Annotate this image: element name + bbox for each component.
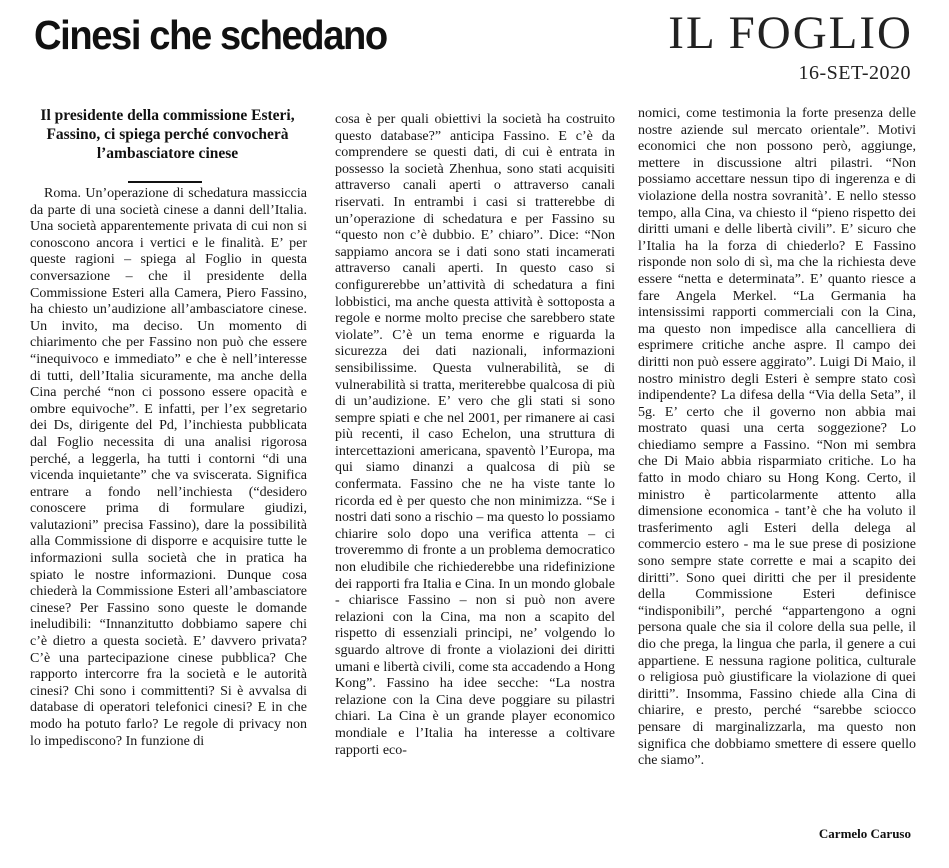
article-column-1 bbox=[30, 186, 307, 750]
article-column-3 bbox=[638, 106, 916, 770]
newspaper-masthead: IL FOGLIO bbox=[668, 7, 913, 59]
column-1-text: Roma. Un’operazione di schedatura massiccia da parte di una società cinese a danni dell’Italia. Una società apparentemente privata di cui non si conoscono ancora i vertici e le finalità. E’ per queste ragioni – spiega al Foglio in questa conversazione – che il presidente della Commissione Esteri alla Camera, Piero Fassino, ha chiesto un’audizione all’ambasciatore cinese. Un invito, ma deciso. Un momento di chiarimento che per Fassino non può che essere “inequivoco e immediato” e che è nell’interesse di tutti, dell’Italia sicuramente, ma anche della Cina perché “non ci possono essere opacità e ombre equivoche”. E infatti, per l’ex segretario dei Ds, dirigente del Pd, l’inchiesta pubblicata dal Foglio necessita di una analisi rigorosa perché, a leggerla, ha tutti i contorni “di una vicenda inquietante” che va sviscerata. Significa entrare a fondo nell’inchiesta (“desidero conoscere prima di formulare giudizi, valutazioni” precisa Fassino), dare la possibilità alla Commissione di disporre e acquisire tutte le informazioni sulla società che in pratica ha spiato le nostre informazioni. Dunque cosa chiederà la Commissione Esteri all’ambasciatore cinese? Per Fassino sono queste le domande ineludibili: “Innanzitutto dobbiamo sapere chi c’è dietro a questa società. E’ davvero privata? C’è una partecipazione cinese pubblica? Che rapporto intercorre fra la società e le autorità cinesi? Chi sono i committenti? Si è avvalsa di database di operatori telefonici cinesi? E in che modo ha potuto farlo? Le regole di privacy non lo impediscono? In funzione di bbox=[30, 186, 307, 749]
article-deck: Il presidente della commissione Esteri, Fassino, ci spiega perché convocherà l’ambasciatore cinese bbox=[40, 107, 295, 162]
column-2-text: cosa è per quali obiettivi la società ha costruito questo database?” anticipa Fassino. E c’è da comprendere se questi dati, di cui è entrata in possesso la società Zhenhua, sono stati acquisiti attraverso canali aperti o attraverso canali riservati. In entrambi i casi si tratterebbe di un’operazione di schedatura e per Fassino su “questo non c’è dubbio. E’ chiaro”. Dice: “Non sappiamo ancora se i dati sono stati incamerati attraverso canali aperti. In questo caso si configurerebbe un’attività di schedatura a fini lobbistici, ma anche questa attività è sottoposta a regole e norme molto precise che sarebbero state violate”. C’è un tema enorme e riguarda la sicurezza dei dati nazionali, informazioni sensibilissime. Questa vulnerabilità, se di vulnerabilità si tratta, meriterebbe qualcosa di più di un’audizione. E’ vero che gli stati si sono sempre spiati e che nel 2001, per rimanere ai casi più recenti, il caso Echelon, una struttura di intercettazioni americana, spaventò l’Europa, ma qui siamo dinanzi a qualcosa di più se confermata. Fassino che ne ha viste tante lo ricorda ed è per questo che non minimizza. “Se i nostri dati sono a rischio – ma questo lo possiamo chiarire solo dopo una verifica attenta – ci troveremmo di fronte a un problema democratico non eludibile che richiederebbe una ridefinizione dei rapporti fra Italia e Cina. In un mondo globale - chiarisce Fassino – non si può non avere relazioni con la Cina, ma non a scapito del rispetto di essenziali principi, ne’ volgendo lo sguardo altrove di fronte a violazioni dei diritti umani e libertà civili, come sta accadendo a Hong Kong”. Fassino ha idee secche: “La nostra relazione con la Cina deve poggiare su pilastri chiari. La Cina è un grande player economico mondiale e l’Italia ha interesse a coltivare rapporti eco- bbox=[335, 112, 615, 758]
article-column-2 bbox=[335, 112, 615, 759]
publication-date: 16-SET-2020 bbox=[798, 62, 911, 84]
article-byline: Carmelo Caruso bbox=[818, 826, 911, 841]
article-headline: Cinesi che schedano bbox=[34, 12, 387, 58]
column-3-text: nomici, come testimonia la forte presenza delle nostre aziende sul mercato orientale”. Motivi economici che non possono però, aggiunge, mettere in discussione altri pilastri. “Non possiamo accettare nessun tipo di ingerenza e di violazione della nostra sovranità’. E nello stesso tempo, alla Cina, va chiesto il “pieno rispetto dei diritti umani e delle libertà civili”. E’ sicuro che l’Italia ha la forza di chiederlo? E Fassino risponde non solo di sì, ma che la richiesta deve essere “netta e determinata”. E’ quanto riesce a fare Angela Merkel. “La Germania ha intensissimi rapporti commerciali con la Cina, ma questo non impedisce alla cancelliera di esprimere critiche anche aspre. Il campo dei diritti non può essere aggirato”. Luigi Di Maio, il nostro ministro degli Esteri è sempre stato così indipendente? La difesa della “Via della Seta”, il 5g. E’ certo che il governo non abbia mai mostrato quasi una certa soggezione? Lo chiediamo sempre a Fassino. “Non mi sembra che Di Maio abbia risparmiato critiche. Lo ha fatto in modo chiaro su Hong Kong. Certo, il ministro è particolarmente attento alla dimensione economica - tant’è che ha voluto il trasferimento agli Esteri della delega al commercio estero - ma le sue prese di posizione sono sempre state corrette e mai a scapito dei diritti”. Sono quei diritti che per il presidente della Commissione Esteri definisce “indisponibili”, perché “appartengono a ogni persona quale che sia il colore della sua pelle, il dio che prega, la lingua che parla, il genere a cui appartiene. E nessuna ragione politica, culturale o religiosa può giustificare la violazione di quei diritti”. Insomma, Fassino chiede alla Cina di chiarire, e presto, perché “sarebbe sciocco pensare di marginalizzarla, ma questo non significa che dobbiamo smettere di essere quello che siamo”. bbox=[638, 106, 916, 769]
deck-divider bbox=[128, 181, 202, 183]
